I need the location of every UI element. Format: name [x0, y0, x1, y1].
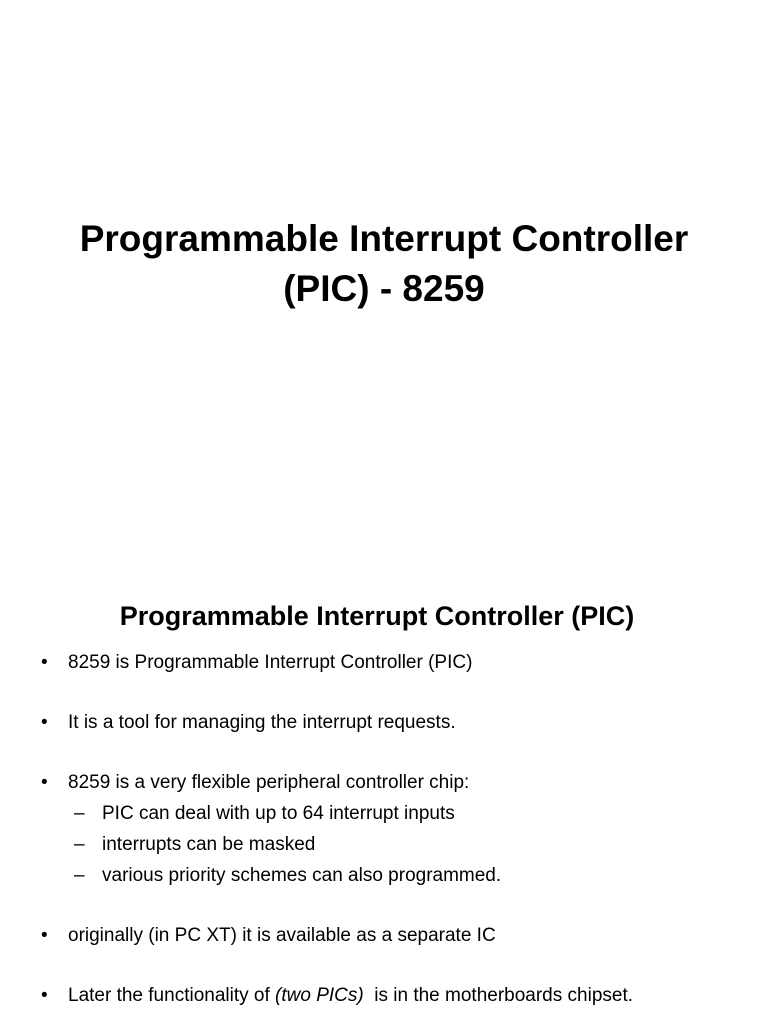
bullet-item: [41, 983, 633, 1009]
dash-icon: –: [74, 834, 85, 855]
bullet-text-part: Later the functionality of: [68, 985, 276, 1006]
bullet-text: 8259 is Programmable Interrupt Controller (PIC): [68, 652, 473, 673]
sub-bullet-item: [74, 801, 455, 827]
bullet-dot-icon: •: [41, 772, 48, 793]
sub-bullet-text: PIC can deal with up to 64 interrupt inputs: [102, 803, 455, 824]
bullet-item: [41, 770, 469, 796]
bullet-dot-icon: •: [41, 985, 48, 1006]
slide-title: [0, 214, 768, 314]
section-heading: Programmable Interrupt Controller (PIC): [119, 601, 635, 631]
bullet-item: [41, 710, 456, 736]
bullet-item: [41, 650, 472, 676]
bullet-text: 8259 is a very flexible peripheral controller chip:: [68, 772, 470, 793]
dash-icon: –: [74, 803, 85, 824]
sub-bullet-text: various priority schemes can also programmed.: [102, 865, 502, 886]
bullet-text-part: is in the motherboards chipset.: [363, 985, 634, 1006]
sub-bullet-text: interrupts can be masked: [102, 834, 316, 855]
bullet-dot-icon: •: [41, 925, 48, 946]
slide-title-line-2: (PIC) - 8259: [283, 268, 485, 309]
bullet-item: [41, 923, 496, 949]
dash-icon: –: [74, 865, 85, 886]
slide-title-line-1: Programmable Interrupt Controller: [79, 218, 689, 259]
sub-bullet-item: [74, 863, 501, 889]
bullet-text: originally (in PC XT) it is available as a separate IC: [68, 925, 496, 946]
bullet-dot-icon: •: [41, 712, 48, 733]
sub-bullet-item: [74, 832, 315, 858]
bullet-text: It is a tool for managing the interrupt requests.: [68, 712, 456, 733]
bullet-dot-icon: •: [41, 652, 48, 673]
bullet-text-italic: (two PICs): [275, 985, 364, 1006]
